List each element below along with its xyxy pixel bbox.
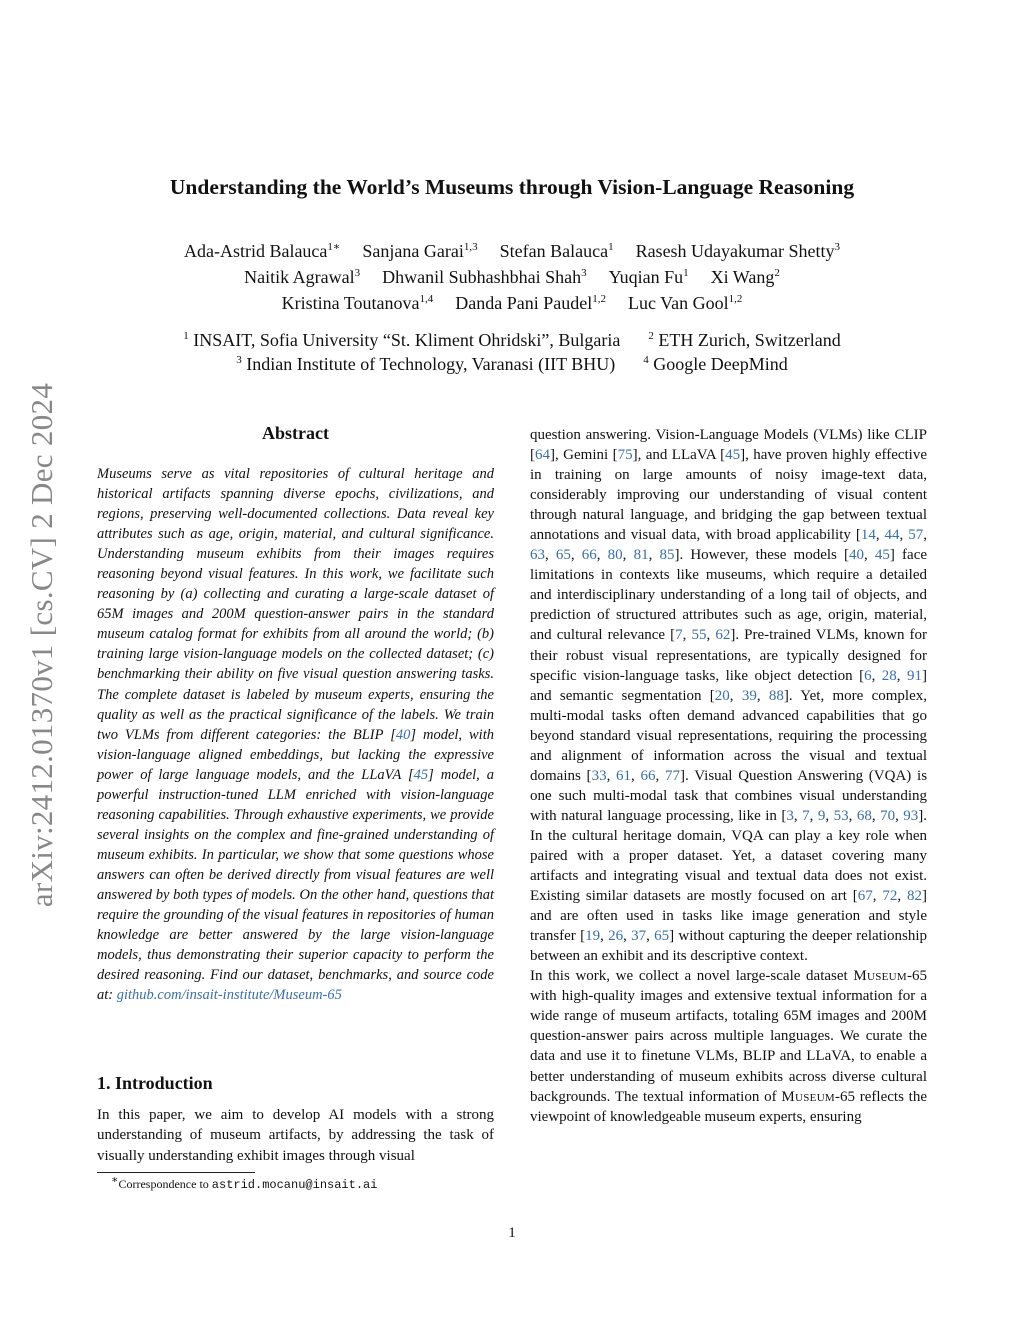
citation-link[interactable]: 39 — [741, 687, 757, 704]
citation-link[interactable]: 7 — [802, 807, 810, 824]
citation-link[interactable]: 45 — [725, 447, 741, 464]
page-number: 1 — [508, 1225, 516, 1241]
abstract-text: Museums serve as vital repositories of cultural heritage and historical artifacts spanning diverse epochs, civilizations, and regions, preserving well-documented collections. Data reveal key attributes such as age, origin, material, and cultural significance. Understanding museum exhibits from their images requires reasoning beyond visual features. In this work, we facilitate such reasoning by (a) collecting and curating a large-scale dataset of 65M images and 200M question-answer pairs in the standard museum catalog format for exhibits from all around the world; (b) training large vision-language models on the collected dataset; (c) benchmarking their ability on five visual question answering tasks. The complete dataset is labeled by museum experts, ensuring the quality as well as the practical significance of the labels. We train two VLMs from different categories: the BLIP [40] model, with vision-language aligned embeddings, but lacking the expressive power of large language models, and the LLaVA [45] model, a powerful instruction-tuned LLM enriched with vision-language reasoning capabilities. Through exhaustive experiments, we provide several insights on the complex and fine-grained understanding of museum exhibits. In particular, we show that some questions whose answers can often be derived directly from visual features are well answered by both types of models. On the other hand, questions that require the grounding of the visual features in repositories of human knowledge are better answered by the large vision-language models, thus demonstrating their superior capacity to perform the desired reasoning. Find our dataset, benchmarks, and source code at: github.com/insait-institute/Museum-65 — [97, 466, 494, 1004]
citation-link[interactable]: 80 — [607, 547, 623, 564]
citation-link[interactable]: 62 — [715, 627, 731, 644]
arxiv-identifier: arXiv:2412.01370v1 [cs.CV] 2 Dec 2024 — [24, 382, 59, 908]
citation-link[interactable]: 28 — [881, 667, 897, 684]
citation-link[interactable]: 82 — [907, 888, 922, 905]
paragraph: question answering. Vision-Language Models (VLMs) like CLIP [64], Gemini [75], and LLaVA [45], have proven highly effective in training on large amounts of noisy image-text data, considerably improving our understanding of visual content through natural language, and bridging the gap between textual annotations and visual data, with broad applicability [14, 44, 57, 63, 65, 66, 80, 81, 85]. However, these models [40, 45] face limitations in contexts like museums, which require a detailed and interdisciplinary understanding of a long tail of objects, and prediction of structured attributes such as age, origin, material, and cultural relevance [7, 55, 62]. Pre-trained VLMs, known for their robust visual representations, are typically designed for specific vision-language tasks, like object detection [6, 28, 91] and semantic segmentation [20, 39, 88]. Yet, more complex, multi-modal tasks often demand advanced capabilities that go beyond standard visual representations, requiring the processing and alignment of information across the visual and textual domains [33, 61, 66, 77]. Visual Question Answering (VQA) is one such multi-modal task that combines visual understanding with natural language processing, like in [3, 7, 9, 53, 68, 70, 93]. In the cultural heritage domain, VQA can play a key role when paired with a proper dataset. Yet, a dataset covering many artifacts and integrating visual and textual data does not exist. Existing similar datasets are mostly focused on art [67, 72, 82] and are often used in tasks like image generation and style transfer [19, 26, 37, 65] without capturing the deeper relationship between an exhibit and its descriptive context. — [530, 427, 928, 965]
citation-link[interactable]: 44 — [884, 527, 900, 544]
citation-link[interactable]: 53 — [833, 807, 849, 824]
citation-link[interactable]: 67 — [857, 888, 873, 905]
paragraph: In this work, we collect a novel large-scale dataset Museum-65 with high-quality images and extensive textual information for a wide range of museum artifacts, totaling 65M images and 200M question-answer pairs across multiple languages. We curate the data and use it to finetune VLMs, BLIP and LLaVA, to enable a better understanding of museum exhibits across diverse cultural backgrounds. The textual information of Museum-65 reflects the viewpoint of knowledgeable museum experts, ensuring — [530, 968, 928, 1125]
footnote: ∗Correspondence to astrid.mocanu@insait.ai — [111, 1174, 378, 1192]
citation-link[interactable]: 75 — [617, 447, 633, 464]
author: Sanjana Garai$^{1,3}$ — [362, 241, 478, 261]
citation-link[interactable]: 6 — [864, 667, 872, 684]
author: Luc Van Gool$^{1,2}$ — [627, 293, 743, 313]
citation-link[interactable]: 63 — [530, 547, 545, 564]
citation-link[interactable]: 14 — [860, 527, 876, 544]
author: Danda Pani Paudel$^{1,2}$ — [455, 293, 606, 313]
dataset-name: Museum — [853, 968, 907, 985]
citation-link[interactable]: 7 — [675, 627, 683, 644]
author: Stefan Balauca$^1$ — [499, 241, 614, 261]
citation-link[interactable]: 33 — [591, 767, 607, 784]
citation-link[interactable]: 65 — [654, 928, 670, 945]
citation-link[interactable]: 61 — [616, 767, 632, 784]
introduction-text: In this paper, we aim to develop AI models with a strong understanding of museum artifacts, by addressing the task of visually understanding exhibit images through visual — [97, 1107, 494, 1164]
author-list — [90, 238, 934, 316]
citation-link[interactable]: 40 — [849, 547, 865, 564]
affiliation: $^3$ Indian Institute of Technology, Varanasi (IIT BHU) — [236, 354, 616, 374]
right-column-text — [530, 425, 927, 1127]
author: Yuqian Fu$^1$ — [608, 267, 689, 287]
author: Dhwanil Subhashbhai Shah$^3$ — [382, 267, 587, 287]
citation-link[interactable]: 77 — [665, 767, 681, 784]
citation-link[interactable]: 64 — [535, 447, 550, 464]
citation-link[interactable]: 26 — [608, 928, 624, 945]
github-link[interactable]: github.com/insait-institute/Museum-65 — [116, 987, 342, 1004]
citation-link[interactable]: 70 — [880, 807, 896, 824]
citation-link[interactable]: 65 — [555, 547, 571, 564]
citation-link[interactable]: 68 — [856, 807, 872, 824]
citation-link[interactable]: 93 — [903, 807, 919, 824]
dataset-name: Museum — [781, 1088, 836, 1105]
citation-link[interactable]: 19 — [585, 928, 601, 945]
citation-link[interactable]: 66 — [581, 547, 597, 564]
affiliation: $^2$ ETH Zurich, Switzerland — [648, 330, 841, 350]
author: Kristina Toutanova$^{1,4}$ — [281, 293, 434, 313]
citation-link[interactable]: 57 — [908, 527, 924, 544]
author: Rasesh Udayakumar Shetty$^3$ — [635, 241, 841, 261]
citation-link[interactable]: 45 — [413, 766, 429, 783]
paper-title: Understanding the World’s Museums through Vision-Language Reasoning — [169, 175, 855, 199]
author: Naitik Agrawal$^3$ — [244, 267, 361, 287]
correspondence-email: astrid.mocanu@insait.ai — [211, 1178, 378, 1192]
citation-link[interactable]: 91 — [907, 667, 923, 684]
author: Ada-Astrid Balauca$^{1∗}$ — [183, 241, 341, 261]
citation-link[interactable]: 9 — [817, 807, 826, 824]
affiliation-list — [90, 328, 934, 376]
citation-link[interactable]: 3 — [786, 807, 794, 824]
citation-link[interactable]: 40 — [395, 726, 411, 743]
abstract-heading: Abstract — [262, 423, 329, 443]
arxiv-sidebar — [22, 355, 62, 935]
footnote-divider — [97, 1172, 255, 1173]
citation-link[interactable]: 85 — [659, 547, 675, 564]
citation-link[interactable]: 72 — [882, 888, 898, 905]
citation-link[interactable]: 37 — [631, 928, 647, 945]
section-heading-introduction: 1. Introduction — [97, 1073, 213, 1093]
citation-link[interactable]: 81 — [633, 547, 649, 564]
citation-link[interactable]: 55 — [691, 627, 707, 644]
citation-link[interactable]: 45 — [874, 547, 890, 564]
citation-link[interactable]: 88 — [768, 687, 784, 704]
author: Xi Wang$^2$ — [710, 267, 780, 287]
affiliation: $^4$ Google DeepMind — [643, 354, 788, 374]
citation-link[interactable]: 20 — [714, 687, 730, 704]
citation-link[interactable]: 66 — [640, 767, 656, 784]
affiliation: $^1$ INSAIT, Sofia University “St. Kliment Ohridski”, Bulgaria — [183, 330, 621, 350]
